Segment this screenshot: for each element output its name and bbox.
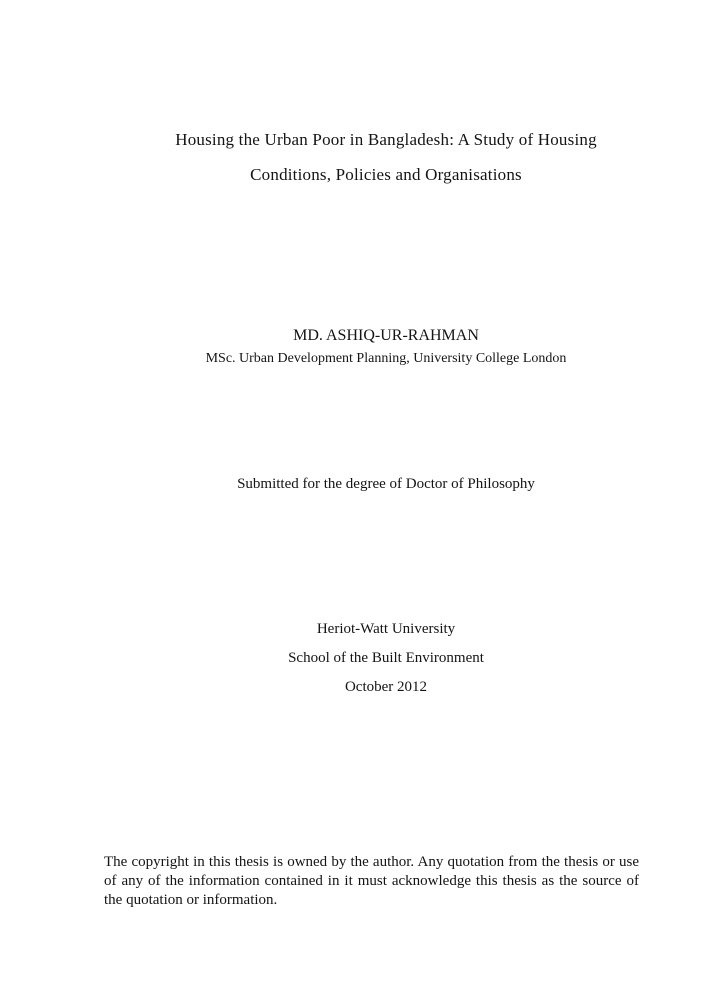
thesis-title-line-2: Conditions, Policies and Organisations (250, 165, 522, 184)
author-credentials: MSc. Urban Development Planning, University College London (205, 351, 567, 366)
submission-date: October 2012 (344, 679, 428, 695)
school-name: School of the Built Environment (288, 650, 484, 666)
author-name: MD. ASHIQ-UR-RAHMAN (293, 327, 479, 344)
thesis-title (133, 122, 639, 192)
degree-statement: Submitted for the degree of Doctor of Philosophy (237, 476, 535, 492)
thesis-title-line-1: Housing the Urban Poor in Bangladesh: A Study of Housing (175, 130, 597, 149)
institution-block (133, 615, 639, 702)
copyright-notice: The copyright in this thesis is owned by the author. Any quotation from the thesis or use of any of the information contained in it must acknowledge this thesis as the source of the quotation or information. (104, 854, 639, 908)
university-name: Heriot-Watt University (316, 621, 456, 637)
